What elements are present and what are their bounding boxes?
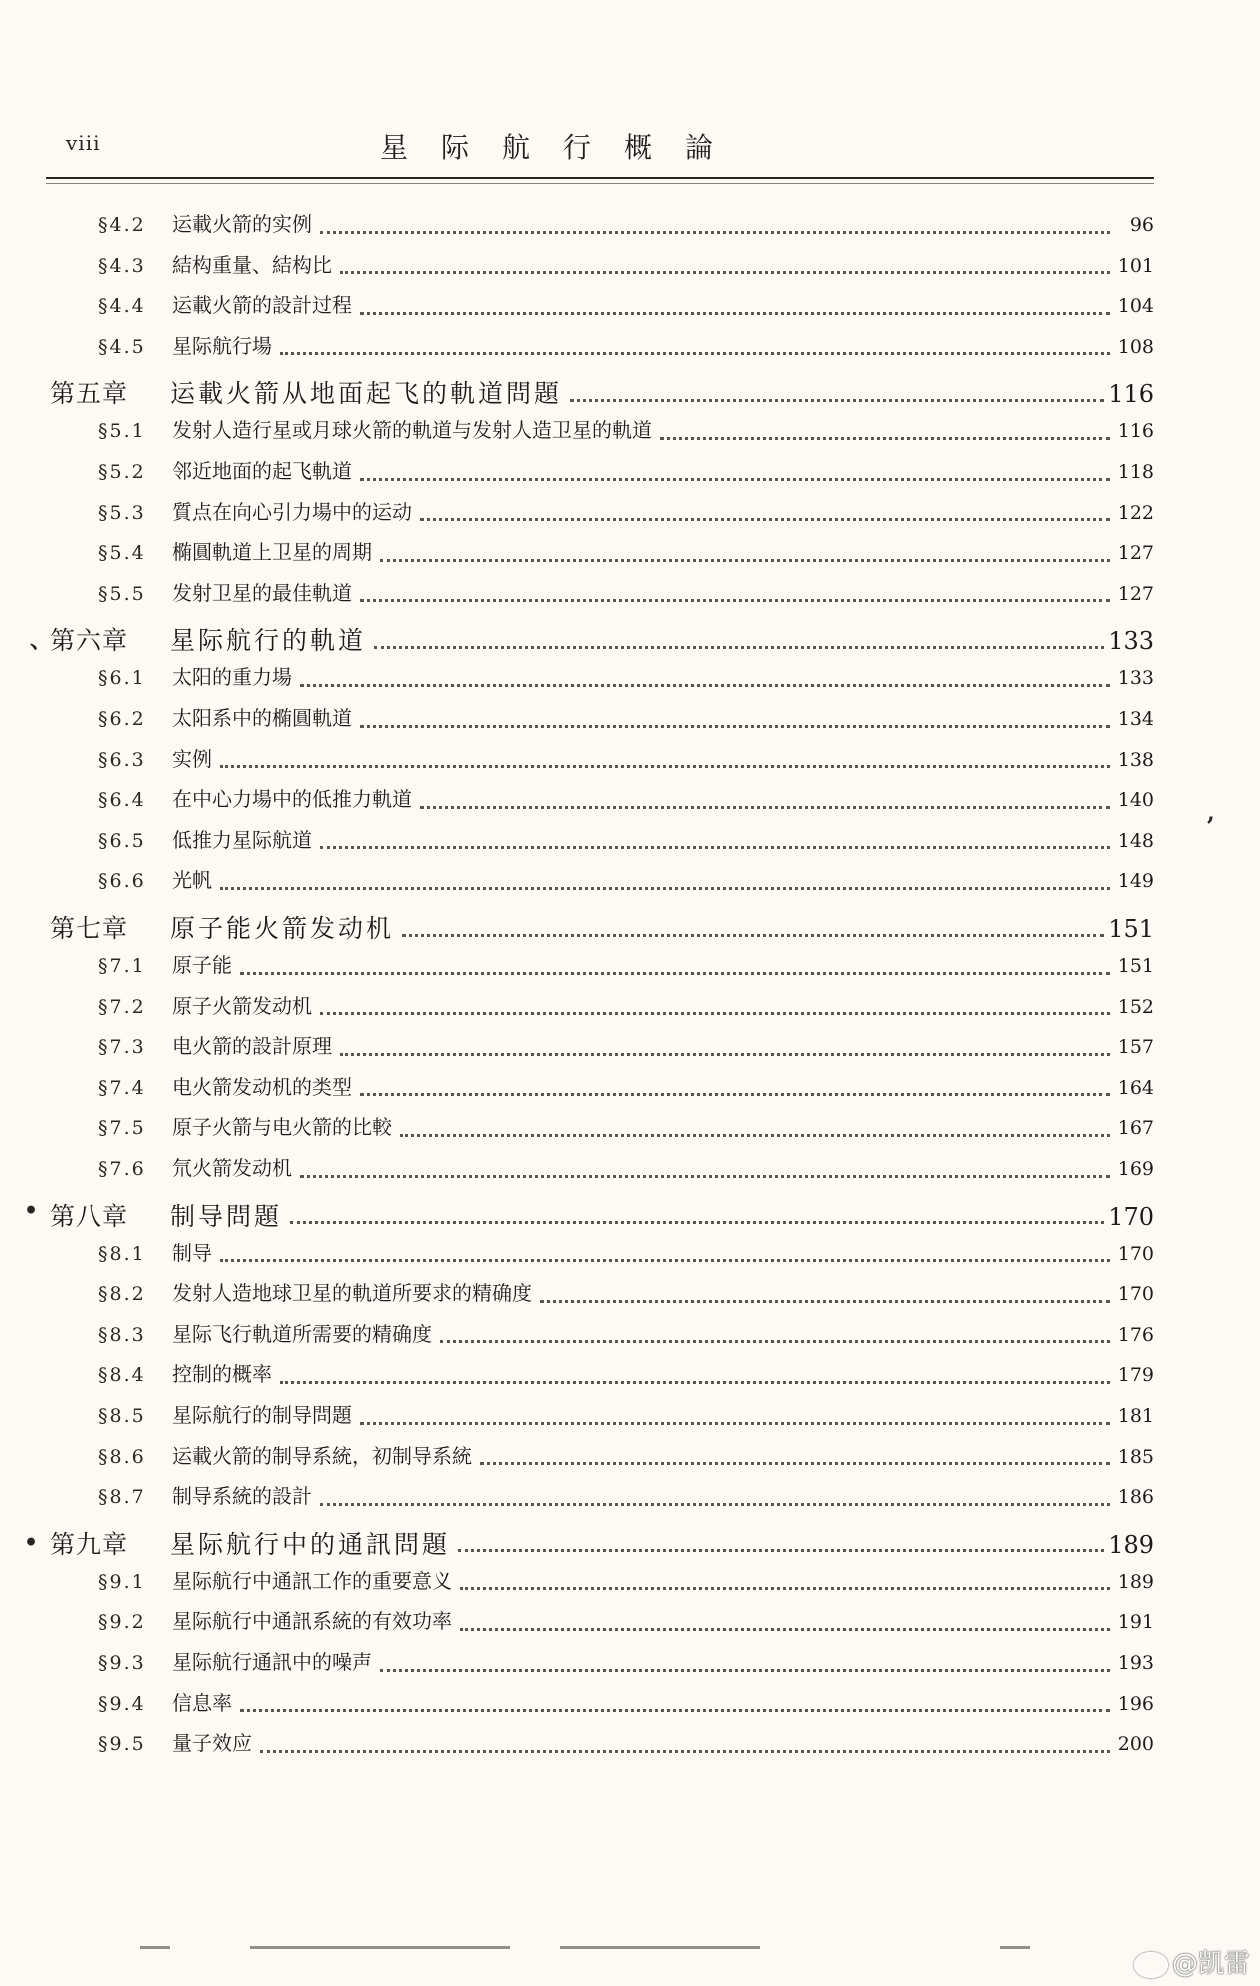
dot-leader <box>360 725 1110 728</box>
section-entry <box>98 455 1154 493</box>
page-reference: 138 <box>1117 748 1154 771</box>
section-number: §7.1 <box>98 955 146 977</box>
section-title: 量子效应 <box>172 1731 252 1756</box>
margin-mark: • <box>24 1198 39 1224</box>
dot-leader <box>220 765 1110 768</box>
margin-mark: , <box>1207 800 1215 826</box>
section-title: 发射人造地球卫星的軌道所要求的精确度 <box>172 1281 532 1306</box>
dot-leader <box>320 846 1110 849</box>
section-number: §6.6 <box>98 870 146 893</box>
page-reference: 157 <box>1117 1036 1154 1059</box>
dot-leader <box>374 646 1104 649</box>
footer-mark <box>140 1946 170 1949</box>
section-number: §4.2 <box>98 214 146 236</box>
page-reference: 179 <box>1117 1364 1154 1387</box>
page-reference: 176 <box>1117 1323 1154 1346</box>
chapter-entry <box>50 1197 1154 1239</box>
section-entry <box>98 1646 1154 1684</box>
section-entry <box>98 1071 1154 1109</box>
dot-leader <box>570 399 1104 402</box>
dot-leader <box>660 437 1110 440</box>
dot-leader <box>340 1053 1110 1056</box>
dot-leader <box>260 1750 1110 1753</box>
page-reference: 104 <box>1117 295 1154 318</box>
page-number: viii <box>66 131 101 155</box>
section-entry <box>98 536 1154 574</box>
page-reference: 133 <box>1108 627 1154 656</box>
page-reference: 186 <box>1117 1486 1154 1509</box>
section-number: §8.7 <box>98 1486 146 1509</box>
page-reference: 108 <box>1117 335 1154 358</box>
section-entry <box>98 1358 1154 1396</box>
section-title: 椭圓軌道上卫星的周期 <box>172 540 372 565</box>
section-title: 低推力星际航道 <box>172 827 312 852</box>
dot-leader <box>240 1709 1110 1712</box>
section-entry <box>98 743 1154 781</box>
section-entry <box>98 1565 1154 1603</box>
section-number: §9.4 <box>98 1692 146 1715</box>
section-title: 星际航行中通訊工作的重要意义 <box>172 1568 452 1593</box>
chapter-title: 运載火箭从地面起飞的軌道問題 <box>170 379 563 409</box>
section-title: 星际航行場 <box>172 333 272 358</box>
section-number: §5.5 <box>98 582 146 605</box>
section-number: §6.4 <box>98 789 146 812</box>
page-reference: 140 <box>1117 789 1154 812</box>
section-title: 发射卫星的最佳軌道 <box>172 580 352 605</box>
weibo-icon <box>1134 1952 1168 1978</box>
dot-leader <box>460 1587 1110 1590</box>
page-reference: 116 <box>1108 380 1154 409</box>
section-number: §8.4 <box>98 1364 146 1387</box>
section-number: §7.2 <box>98 995 146 1018</box>
section-number: §4.4 <box>98 295 146 318</box>
section-entry <box>98 990 1154 1028</box>
chapter-title: 星际航行的軌道 <box>170 626 367 656</box>
dot-leader <box>380 559 1110 562</box>
chapter-entry <box>50 1525 1154 1567</box>
section-entry <box>98 496 1154 534</box>
footer-mark <box>250 1946 510 1949</box>
section-entry <box>98 1687 1154 1725</box>
section-title: 原子能 <box>172 953 232 977</box>
page-reference: 167 <box>1117 1117 1154 1140</box>
page-reference: 148 <box>1117 829 1154 852</box>
section-number: §7.3 <box>98 1036 146 1059</box>
section-number: §6.2 <box>98 708 146 730</box>
page-reference: 193 <box>1117 1652 1154 1674</box>
dot-leader <box>420 518 1110 521</box>
page-reference: 164 <box>1117 1076 1154 1099</box>
running-title: 星际航行概論 <box>380 131 747 164</box>
chapter-number: 第七章 <box>50 914 129 943</box>
section-number: §7.5 <box>98 1117 146 1140</box>
section-entry <box>98 1727 1154 1765</box>
dot-leader <box>320 231 1110 234</box>
section-title: 結构重量、結构比 <box>172 252 332 277</box>
dot-leader <box>480 1462 1110 1465</box>
section-entry <box>98 661 1154 699</box>
section-title: 运載火箭的設計过程 <box>172 293 352 318</box>
section-title: 星际航行的制导問題 <box>172 1403 352 1427</box>
section-entry <box>98 414 1154 452</box>
page-reference: 118 <box>1117 461 1154 483</box>
dot-leader <box>360 599 1110 602</box>
section-entry <box>98 1111 1154 1149</box>
page-reference: 169 <box>1117 1158 1154 1180</box>
section-title: 星际航行中通訊系統的有效功率 <box>172 1609 452 1634</box>
dot-leader <box>300 1175 1110 1178</box>
dot-leader <box>320 1012 1110 1015</box>
section-number: §8.2 <box>98 1283 146 1306</box>
section-number: §5.1 <box>98 420 146 443</box>
section-number: §9.5 <box>98 1733 146 1756</box>
section-entry <box>98 1480 1154 1518</box>
page-reference: 151 <box>1108 915 1154 943</box>
section-title: 星际航行通訊中的噪声 <box>172 1650 372 1674</box>
section-entry <box>98 289 1154 327</box>
chapter-number: 第五章 <box>50 379 129 409</box>
section-number: §4.5 <box>98 335 146 358</box>
page-reference: 170 <box>1117 1242 1154 1265</box>
header-rule-thin <box>46 183 1154 184</box>
dot-leader <box>360 312 1110 315</box>
section-number: §6.1 <box>98 667 146 690</box>
section-number: §9.1 <box>98 1570 146 1593</box>
section-entry <box>98 783 1154 821</box>
dot-leader <box>360 1093 1110 1096</box>
page-reference: 122 <box>1117 501 1154 524</box>
section-number: §9.3 <box>98 1652 146 1674</box>
section-title: 电火箭的設計原理 <box>172 1034 332 1059</box>
section-title: 发射人造行星或月球火箭的軌道与发射人造卫星的軌道 <box>172 418 652 443</box>
page-reference: 127 <box>1117 542 1154 565</box>
section-title: 电火箭发动机的类型 <box>172 1074 352 1099</box>
chapter-title: 制导問題 <box>170 1201 283 1231</box>
section-number: §8.5 <box>98 1405 146 1427</box>
chapter-title: 星际航行中的通訊問題 <box>170 1529 451 1559</box>
dot-leader <box>240 972 1110 975</box>
chapter-entry <box>50 621 1154 663</box>
page-reference: 96 <box>1129 214 1154 236</box>
margin-mark: 、 <box>30 628 53 654</box>
section-title: 光帆 <box>172 868 212 893</box>
section-title: 原子火箭发动机 <box>172 993 312 1018</box>
section-title: 原子火箭与电火箭的比較 <box>172 1115 392 1140</box>
page-reference: 189 <box>1117 1570 1154 1593</box>
section-entry <box>98 1277 1154 1315</box>
chapter-title: 原子能火箭发动机 <box>170 914 395 943</box>
section-number: §6.5 <box>98 829 146 852</box>
page-reference: 189 <box>1108 1530 1154 1559</box>
dot-leader <box>320 1503 1110 1506</box>
dot-leader <box>340 271 1110 274</box>
section-entry <box>98 1237 1154 1275</box>
page-reference: 196 <box>1117 1692 1154 1715</box>
section-number: §5.4 <box>98 542 146 565</box>
section-title: 太阳系中的椭圓軌道 <box>172 706 352 730</box>
section-title: 运載火箭的实例 <box>172 212 312 236</box>
section-number: §7.4 <box>98 1076 146 1099</box>
page-reference: 170 <box>1108 1202 1154 1231</box>
dot-leader <box>458 1549 1104 1552</box>
section-title: 制导 <box>172 1240 212 1265</box>
page-reference: 149 <box>1117 870 1154 893</box>
dot-leader <box>440 1340 1110 1343</box>
dot-leader <box>402 934 1104 937</box>
chapter-number: 第六章 <box>50 626 129 656</box>
section-number: §5.2 <box>98 461 146 483</box>
page-reference: 101 <box>1117 254 1154 277</box>
dot-leader <box>360 1422 1110 1425</box>
dot-leader <box>380 1669 1110 1672</box>
section-entry <box>98 949 1154 987</box>
dot-leader <box>280 352 1110 355</box>
section-entry <box>98 1399 1154 1437</box>
dot-leader <box>400 1134 1110 1137</box>
section-title: 制导系統的設計 <box>172 1484 312 1509</box>
margin-mark: • <box>24 1530 39 1556</box>
section-entry <box>98 824 1154 862</box>
section-number: §8.1 <box>98 1242 146 1265</box>
section-title: 运載火箭的制导系統，初制导系統 <box>172 1443 472 1468</box>
section-entry <box>98 1030 1154 1068</box>
chapter-number: 第九章 <box>50 1529 129 1559</box>
section-title: 質点在向心引力場中的运动 <box>172 499 412 524</box>
section-title: 信息率 <box>172 1690 232 1715</box>
section-number: §9.2 <box>98 1611 146 1634</box>
section-number: §5.3 <box>98 501 146 524</box>
section-entry <box>98 1318 1154 1356</box>
page-reference: 181 <box>1117 1405 1154 1427</box>
section-title: 邻近地面的起飞軌道 <box>172 459 352 483</box>
page-reference: 152 <box>1117 995 1154 1018</box>
footer-mark <box>560 1946 760 1949</box>
chapter-entry <box>50 374 1154 416</box>
section-number: §6.3 <box>98 748 146 771</box>
section-entry <box>98 1152 1154 1190</box>
dot-leader <box>290 1221 1104 1224</box>
section-title: 氘火箭发动机 <box>172 1156 292 1180</box>
page-reference: 200 <box>1117 1733 1154 1756</box>
page-reference: 127 <box>1117 582 1154 605</box>
section-number: §4.3 <box>98 254 146 277</box>
dot-leader <box>300 684 1110 687</box>
section-entry <box>98 1605 1154 1643</box>
section-entry <box>98 702 1154 740</box>
section-title: 在中心力場中的低推力軌道 <box>172 787 412 812</box>
section-title: 星际飞行軌道所需要的精确度 <box>172 1321 432 1346</box>
section-entry <box>98 577 1154 615</box>
chapter-number: 第八章 <box>50 1201 129 1231</box>
page-reference: 134 <box>1117 708 1154 730</box>
dot-leader <box>280 1381 1110 1384</box>
dot-leader <box>360 478 1110 481</box>
page-reference: 170 <box>1117 1283 1154 1306</box>
page-reference: 185 <box>1117 1445 1154 1468</box>
section-number: §8.6 <box>98 1445 146 1468</box>
page-reference: 151 <box>1117 955 1154 977</box>
watermark-text: @凯雷 <box>1171 1949 1250 1979</box>
section-title: 太阳的重力場 <box>172 665 292 690</box>
section-title: 实例 <box>172 746 212 771</box>
dot-leader <box>220 1259 1110 1262</box>
section-number: §8.3 <box>98 1323 146 1346</box>
chapter-entry <box>50 909 1154 951</box>
dot-leader <box>420 806 1110 809</box>
section-entry <box>98 1440 1154 1478</box>
header-rule <box>46 177 1154 179</box>
watermark <box>1134 1943 1250 1980</box>
page-reference: 191 <box>1117 1611 1154 1634</box>
section-entry <box>98 864 1154 902</box>
dot-leader <box>460 1628 1110 1631</box>
section-title: 控制的概率 <box>172 1362 272 1387</box>
section-entry <box>98 249 1154 287</box>
section-entry <box>98 330 1154 368</box>
section-number: §7.6 <box>98 1158 146 1180</box>
page-reference: 133 <box>1117 667 1154 690</box>
dot-leader <box>220 887 1110 890</box>
footer-mark <box>1000 1946 1030 1949</box>
section-entry <box>98 208 1154 246</box>
dot-leader <box>540 1300 1110 1303</box>
page-reference: 116 <box>1117 420 1154 443</box>
